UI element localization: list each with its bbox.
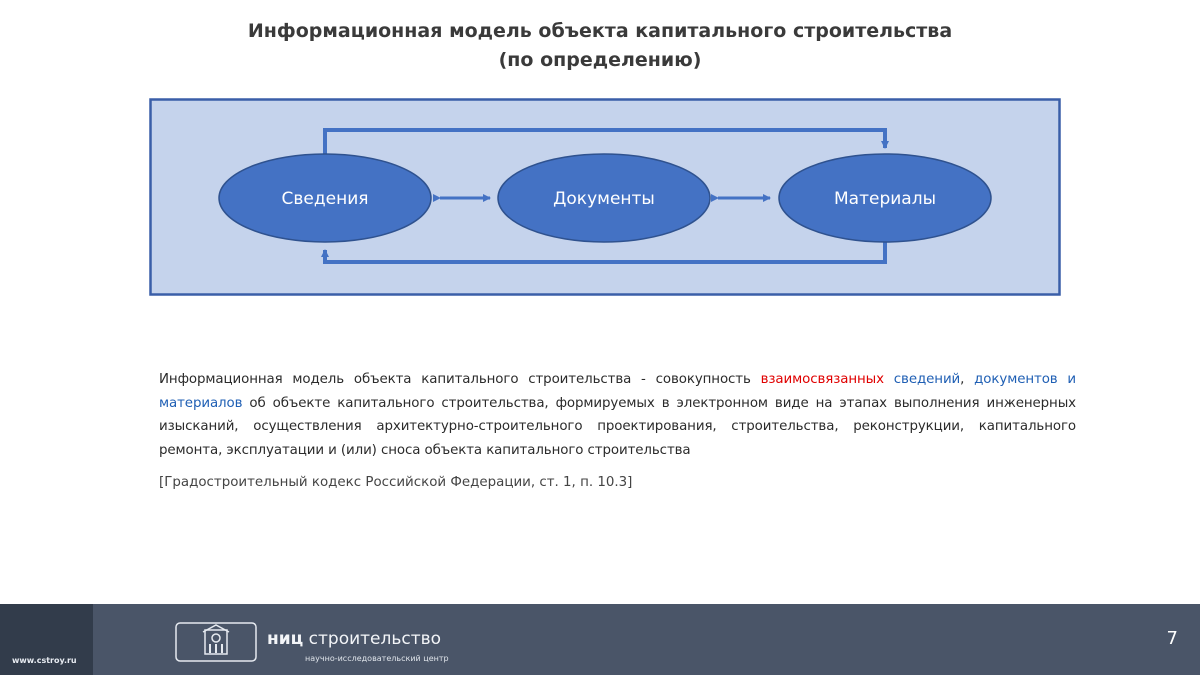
definition-part1: Информационная модель объекта капитального строительства - совокупность [159, 372, 761, 387]
brand-tagline: научно-исследовательский центр [305, 654, 449, 663]
page-subtitle: (по определению) [498, 49, 702, 71]
definition-highlight-info: сведений [893, 372, 961, 387]
footer-url[interactable]: www.cstroy.ru [12, 656, 77, 665]
page-title: Информационная модель объекта капитального строительства [247, 20, 953, 42]
node-materialy-label: Материалы [834, 189, 936, 209]
node-svedeniya-label: Сведения [281, 189, 369, 209]
diagram [0, 0, 1200, 330]
definition-highlight-interconnected: взаимосвязанных [760, 372, 884, 387]
page-number: 7 [1166, 628, 1178, 649]
definition-rest: об объекте капитального строительства, формируемых в электронном виде на этапах выполнения инженерных изысканий, осуществления архитектурно-строительного проектирования, строительства, реконструкции, капитального ремонта, эксплуатации и (или) сноса объекта капитального строительства [159, 395, 1076, 458]
source-citation: [Градостроительный кодекс Российской Федерации, ст. 1, п. 10.3] [159, 475, 633, 490]
definition-highlight-docs-materials: документов и материалов [159, 372, 1076, 411]
brand-name [267, 629, 441, 649]
definition-comma: , [960, 372, 975, 387]
footer-side-panel [0, 604, 93, 675]
brand-name-bold: ниц [267, 629, 304, 649]
definition-text [159, 368, 1076, 462]
definition-space [884, 372, 894, 387]
node-dokumenty-label: Документы [553, 189, 655, 209]
footer-bar [0, 604, 1200, 675]
logo-icon [175, 622, 257, 662]
brand-name-rest: строительство [303, 629, 442, 649]
